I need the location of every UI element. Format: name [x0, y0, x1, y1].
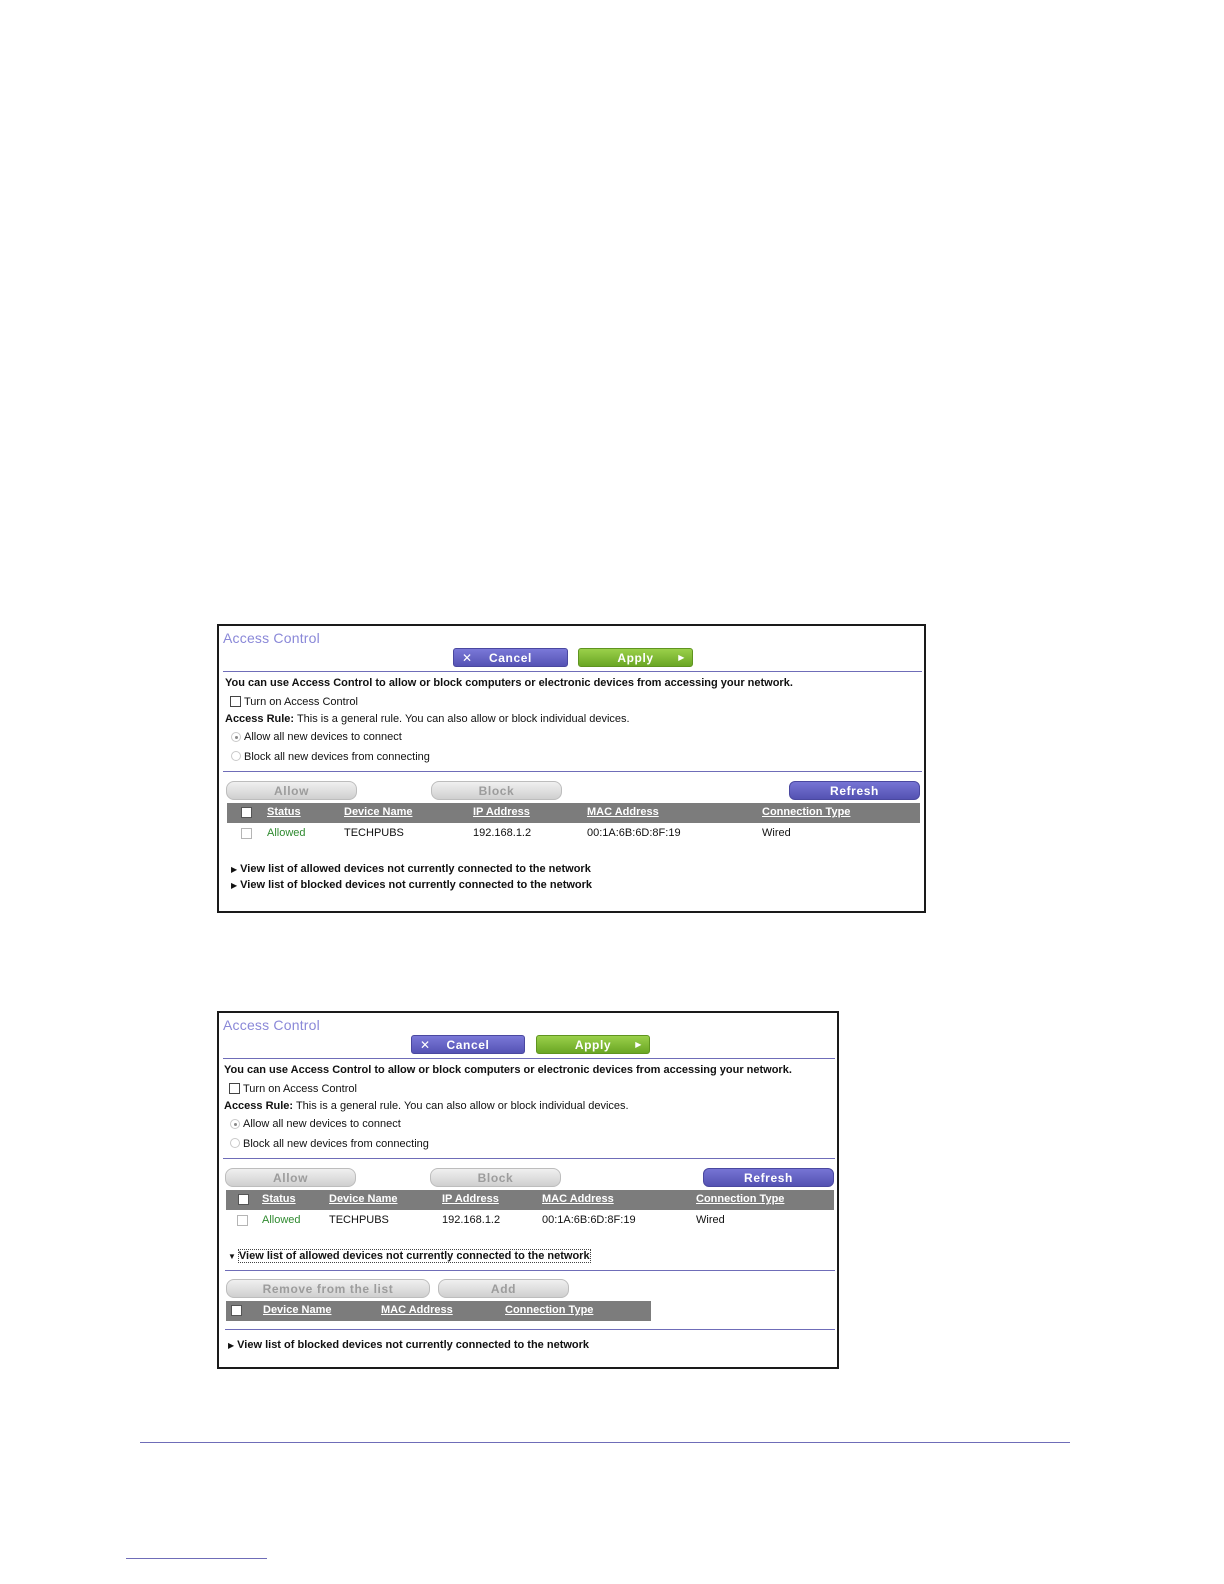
intro-text: You can use Access Control to allow or block computers or electronic devices from accessing your network. — [225, 677, 793, 689]
play-arrow-icon: ▶ — [635, 1040, 642, 1049]
column-header-ip-address[interactable]: IP Address — [442, 1193, 499, 1205]
row-mac-address: 00:1A:6B:6D:8F:19 — [542, 1214, 636, 1226]
close-icon: ✕ — [420, 1038, 431, 1052]
allow-button[interactable]: Allow — [226, 781, 357, 800]
cancel-button[interactable] — [453, 648, 568, 667]
caret-right-icon: ▶ — [228, 1341, 235, 1350]
allow-new-devices-label: Allow all new devices to connect — [243, 1118, 401, 1130]
column-header-status[interactable]: Status — [262, 1193, 296, 1205]
row-checkbox[interactable] — [237, 1215, 248, 1226]
device-table-header — [227, 803, 920, 823]
allowed-devices-expander-label: View list of allowed devices not currently connected to the network — [238, 1250, 590, 1262]
divider — [223, 1058, 835, 1059]
page-title: Access Control — [223, 1017, 320, 1033]
caret-down-icon: ▼ — [228, 1252, 236, 1261]
cancel-button[interactable] — [411, 1035, 525, 1054]
access-control-panel-collapsed — [217, 624, 926, 913]
refresh-button[interactable]: Refresh — [703, 1168, 834, 1187]
column-header-connection-type[interactable]: Connection Type — [696, 1193, 785, 1205]
turn-on-label: Turn on Access Control — [243, 1083, 357, 1095]
column-header-ip-address[interactable]: IP Address — [473, 806, 530, 818]
blocked-devices-expander[interactable] — [228, 1339, 589, 1351]
page-footer-underline — [126, 1558, 267, 1559]
intro-text: You can use Access Control to allow or block computers or electronic devices from accessing your network. — [224, 1064, 792, 1076]
allowed-devices-expander[interactable] — [231, 863, 591, 875]
blocked-devices-expander[interactable] — [231, 879, 592, 891]
access-rule-label: Access Rule: — [225, 713, 295, 725]
select-all-checkbox[interactable] — [241, 807, 252, 818]
block-new-devices-radio[interactable] — [231, 751, 241, 761]
allowed-devices-expander[interactable] — [228, 1250, 590, 1262]
allow-button[interactable]: Allow — [225, 1168, 356, 1187]
column-header-device-name[interactable]: Device Name — [344, 806, 413, 818]
row-connection-type: Wired — [762, 827, 791, 839]
column-header-connection-type[interactable]: Connection Type — [505, 1304, 594, 1316]
allowed-devices-table-header — [226, 1301, 651, 1321]
turn-on-label: Turn on Access Control — [244, 696, 358, 708]
blocked-devices-expander-label: View list of blocked devices not currently connected to the network — [237, 1339, 590, 1351]
divider — [223, 1158, 835, 1159]
row-ip-address: 192.168.1.2 — [442, 1214, 501, 1226]
apply-button[interactable] — [536, 1035, 650, 1054]
column-header-mac-address[interactable]: MAC Address — [587, 806, 659, 818]
row-ip-address: 192.168.1.2 — [473, 827, 532, 839]
block-button[interactable]: Block — [431, 781, 562, 800]
row-connection-type: Wired — [696, 1214, 725, 1226]
divider — [225, 1270, 835, 1271]
divider — [225, 1329, 835, 1330]
row-device-name: TECHPUBS — [329, 1214, 389, 1226]
block-new-devices-label: Block all new devices from connecting — [244, 751, 430, 763]
play-arrow-icon: ▶ — [678, 653, 685, 662]
access-rule-line — [224, 1100, 629, 1112]
allow-new-devices-radio[interactable] — [230, 1119, 240, 1129]
column-header-mac-address[interactable]: MAC Address — [381, 1304, 453, 1316]
column-header-device-name[interactable]: Device Name — [263, 1304, 332, 1316]
divider — [223, 771, 922, 772]
block-new-devices-label: Block all new devices from connecting — [243, 1138, 429, 1150]
add-button[interactable]: Add — [438, 1279, 569, 1298]
page-footer-rule — [140, 1442, 1070, 1443]
block-button[interactable]: Block — [430, 1168, 561, 1187]
turn-on-access-control-checkbox[interactable] — [230, 696, 241, 707]
turn-on-access-control-checkbox[interactable] — [229, 1083, 240, 1094]
access-rule-text: This is a general rule. You can also allow or block individual devices. — [294, 713, 630, 725]
remove-from-list-button[interactable]: Remove from the list — [226, 1279, 430, 1298]
row-status: Allowed — [267, 827, 306, 839]
select-all-checkbox[interactable] — [231, 1305, 242, 1316]
close-icon: ✕ — [462, 651, 473, 665]
select-all-checkbox[interactable] — [238, 1194, 249, 1205]
divider — [223, 671, 922, 672]
apply-button-label: Apply — [617, 650, 654, 665]
allow-new-devices-radio[interactable] — [231, 732, 241, 742]
column-header-connection-type[interactable]: Connection Type — [762, 806, 851, 818]
access-rule-label: Access Rule: — [224, 1100, 294, 1112]
allow-new-devices-label: Allow all new devices to connect — [244, 731, 402, 743]
column-header-mac-address[interactable]: MAC Address — [542, 1193, 614, 1205]
refresh-button[interactable]: Refresh — [789, 781, 920, 800]
allowed-devices-expander-label: View list of allowed devices not currently connected to the network — [240, 863, 591, 875]
page-title: Access Control — [223, 630, 320, 646]
row-mac-address: 00:1A:6B:6D:8F:19 — [587, 827, 681, 839]
column-header-status[interactable]: Status — [267, 806, 301, 818]
row-device-name: TECHPUBS — [344, 827, 404, 839]
cancel-button-label: Cancel — [489, 650, 532, 665]
device-table-header — [226, 1190, 834, 1210]
block-new-devices-radio[interactable] — [230, 1138, 240, 1148]
apply-button-label: Apply — [574, 1037, 612, 1052]
access-rule-line — [225, 713, 630, 725]
access-rule-text: This is a general rule. You can also allow or block individual devices. — [293, 1100, 629, 1112]
row-checkbox[interactable] — [241, 828, 252, 839]
blocked-devices-expander-label: View list of blocked devices not currently connected to the network — [240, 879, 593, 891]
column-header-device-name[interactable]: Device Name — [329, 1193, 398, 1205]
access-control-panel-expanded — [217, 1011, 839, 1369]
caret-right-icon: ▶ — [231, 865, 238, 874]
row-status: Allowed — [262, 1214, 301, 1226]
caret-right-icon: ▶ — [231, 881, 238, 890]
apply-button[interactable] — [578, 648, 693, 667]
cancel-button-label: Cancel — [446, 1037, 490, 1052]
